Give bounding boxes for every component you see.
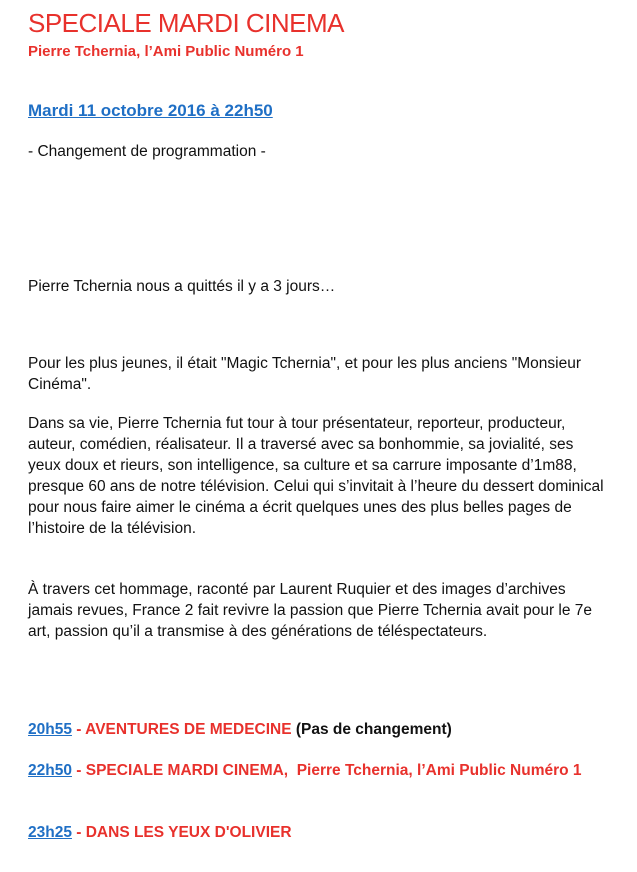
- paragraph-tribute: À travers cet hommage, raconté par Laurent Ruquier et des images d’archives jamais revues, France 2 fait revivre la passion que Pierre Tchernia avait pour le 7e art, passion qu’il a transmise à des générations de téléspectateurs.: [28, 581, 593, 640]
- programming-change-notice: - Changement de programmation -: [28, 143, 266, 160]
- schedule-separator: -: [71, 762, 86, 779]
- schedule-item: [28, 760, 608, 781]
- schedule-item: [28, 822, 608, 843]
- paragraph-career: Dans sa vie, Pierre Tchernia fut tour à tour présentateur, reporteur, producteur, auteur, comédien, réalisateur. Il a traversé avec sa bonhommie, sa jovialité, ses yeux doux et rieurs, son intelligence, sa culture et sa carrure imposante d’1m88, presque 60 ans de notre télévision. Celui qui s’invitait à l’heure du dessert dominical pour nous faire aimer le cinéma a écrit quelques unes des plus belles pages de l’histoire de la télévision.: [28, 415, 604, 537]
- schedule-time-link[interactable]: 20h55: [28, 721, 72, 738]
- schedule-item: [28, 719, 608, 740]
- schedule-program-title: DANS LES YEUX D'OLIVIER: [85, 824, 292, 841]
- schedule-separator: -: [71, 824, 86, 841]
- paragraph-intro: Pierre Tchernia nous a quittés il y a 3 jours…: [28, 278, 336, 295]
- paragraph-nicknames: Pour les plus jeunes, il était "Magic Tchernia", et pour les plus anciens "Monsieur Cinéma".: [28, 355, 581, 393]
- broadcast-date-link[interactable]: Mardi 11 octobre 2016 à 22h50: [28, 101, 273, 120]
- schedule-note: (Pas de changement): [291, 721, 452, 738]
- page-title: SPECIALE MARDI CINEMA: [28, 8, 345, 38]
- schedule-program-title: SPECIALE MARDI CINEMA, Pierre Tchernia, l’Ami Public Numéro 1: [85, 762, 582, 779]
- schedule-time-link[interactable]: 23h25: [28, 824, 72, 841]
- schedule-program-title: AVENTURES DE MEDECINE: [85, 721, 292, 738]
- schedule-separator: -: [71, 721, 86, 738]
- schedule-time-link[interactable]: 22h50: [28, 762, 72, 779]
- page-subtitle: Pierre Tchernia, l’Ami Public Numéro 1: [28, 43, 304, 60]
